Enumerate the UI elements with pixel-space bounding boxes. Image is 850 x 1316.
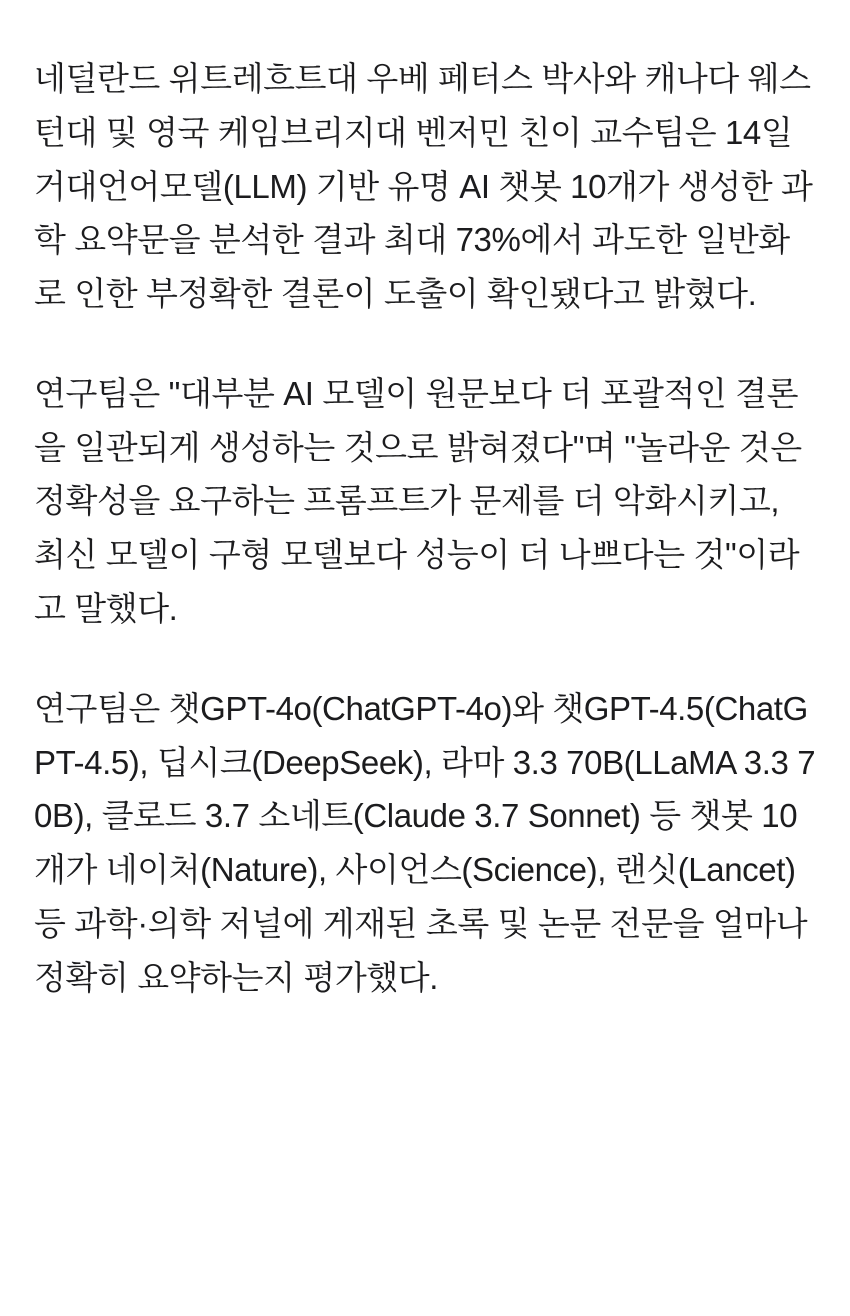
article-paragraph-3: 연구팀은 챗GPT-4o(ChatGPT-4o)와 챗GPT-4.5(ChatGPT-4.5), 딥시크(DeepSeek), 라마 3.3 70B(LLaMA 3.3 70B), 클로드 3.7 소네트(Claude 3.7 Sonnet) 등 챗봇 10개가 네이처(Nature), 사이언스(Science), 랜싯(Lancet) 등 과학·의학 저널에 게재된 초록 및 논문 전문을 얼마나 정확히 요약하는지 평가했다.	[34, 689, 816, 996]
article-paragraph-2: 연구팀은 "대부분 AI 모델이 원문보다 더 포괄적인 결론을 일관되게 생성하는 것으로 밝혀졌다"며 "놀라운 것은 정확성을 요구하는 프롬프트가 문제를 더 악화시키고, 최신 모델이 구형 모델보다 성능이 더 나쁘다는 것"이라고 말했다.	[34, 374, 802, 628]
article-paragraph-1: 네덜란드 위트레흐트대 우베 페터스 박사와 캐나다 웨스턴대 및 영국 케임브리지대 벤저민 친이 교수팀은 14일 거대언어모델(LLM) 기반 유명 AI 챗봇 10개가 생성한 과학 요약문을 분석한 결과 최대 73%에서 과도한 일반화로 인한 부정확한 결론이 도출이 확인됐다고 밝혔다.	[34, 60, 813, 313]
